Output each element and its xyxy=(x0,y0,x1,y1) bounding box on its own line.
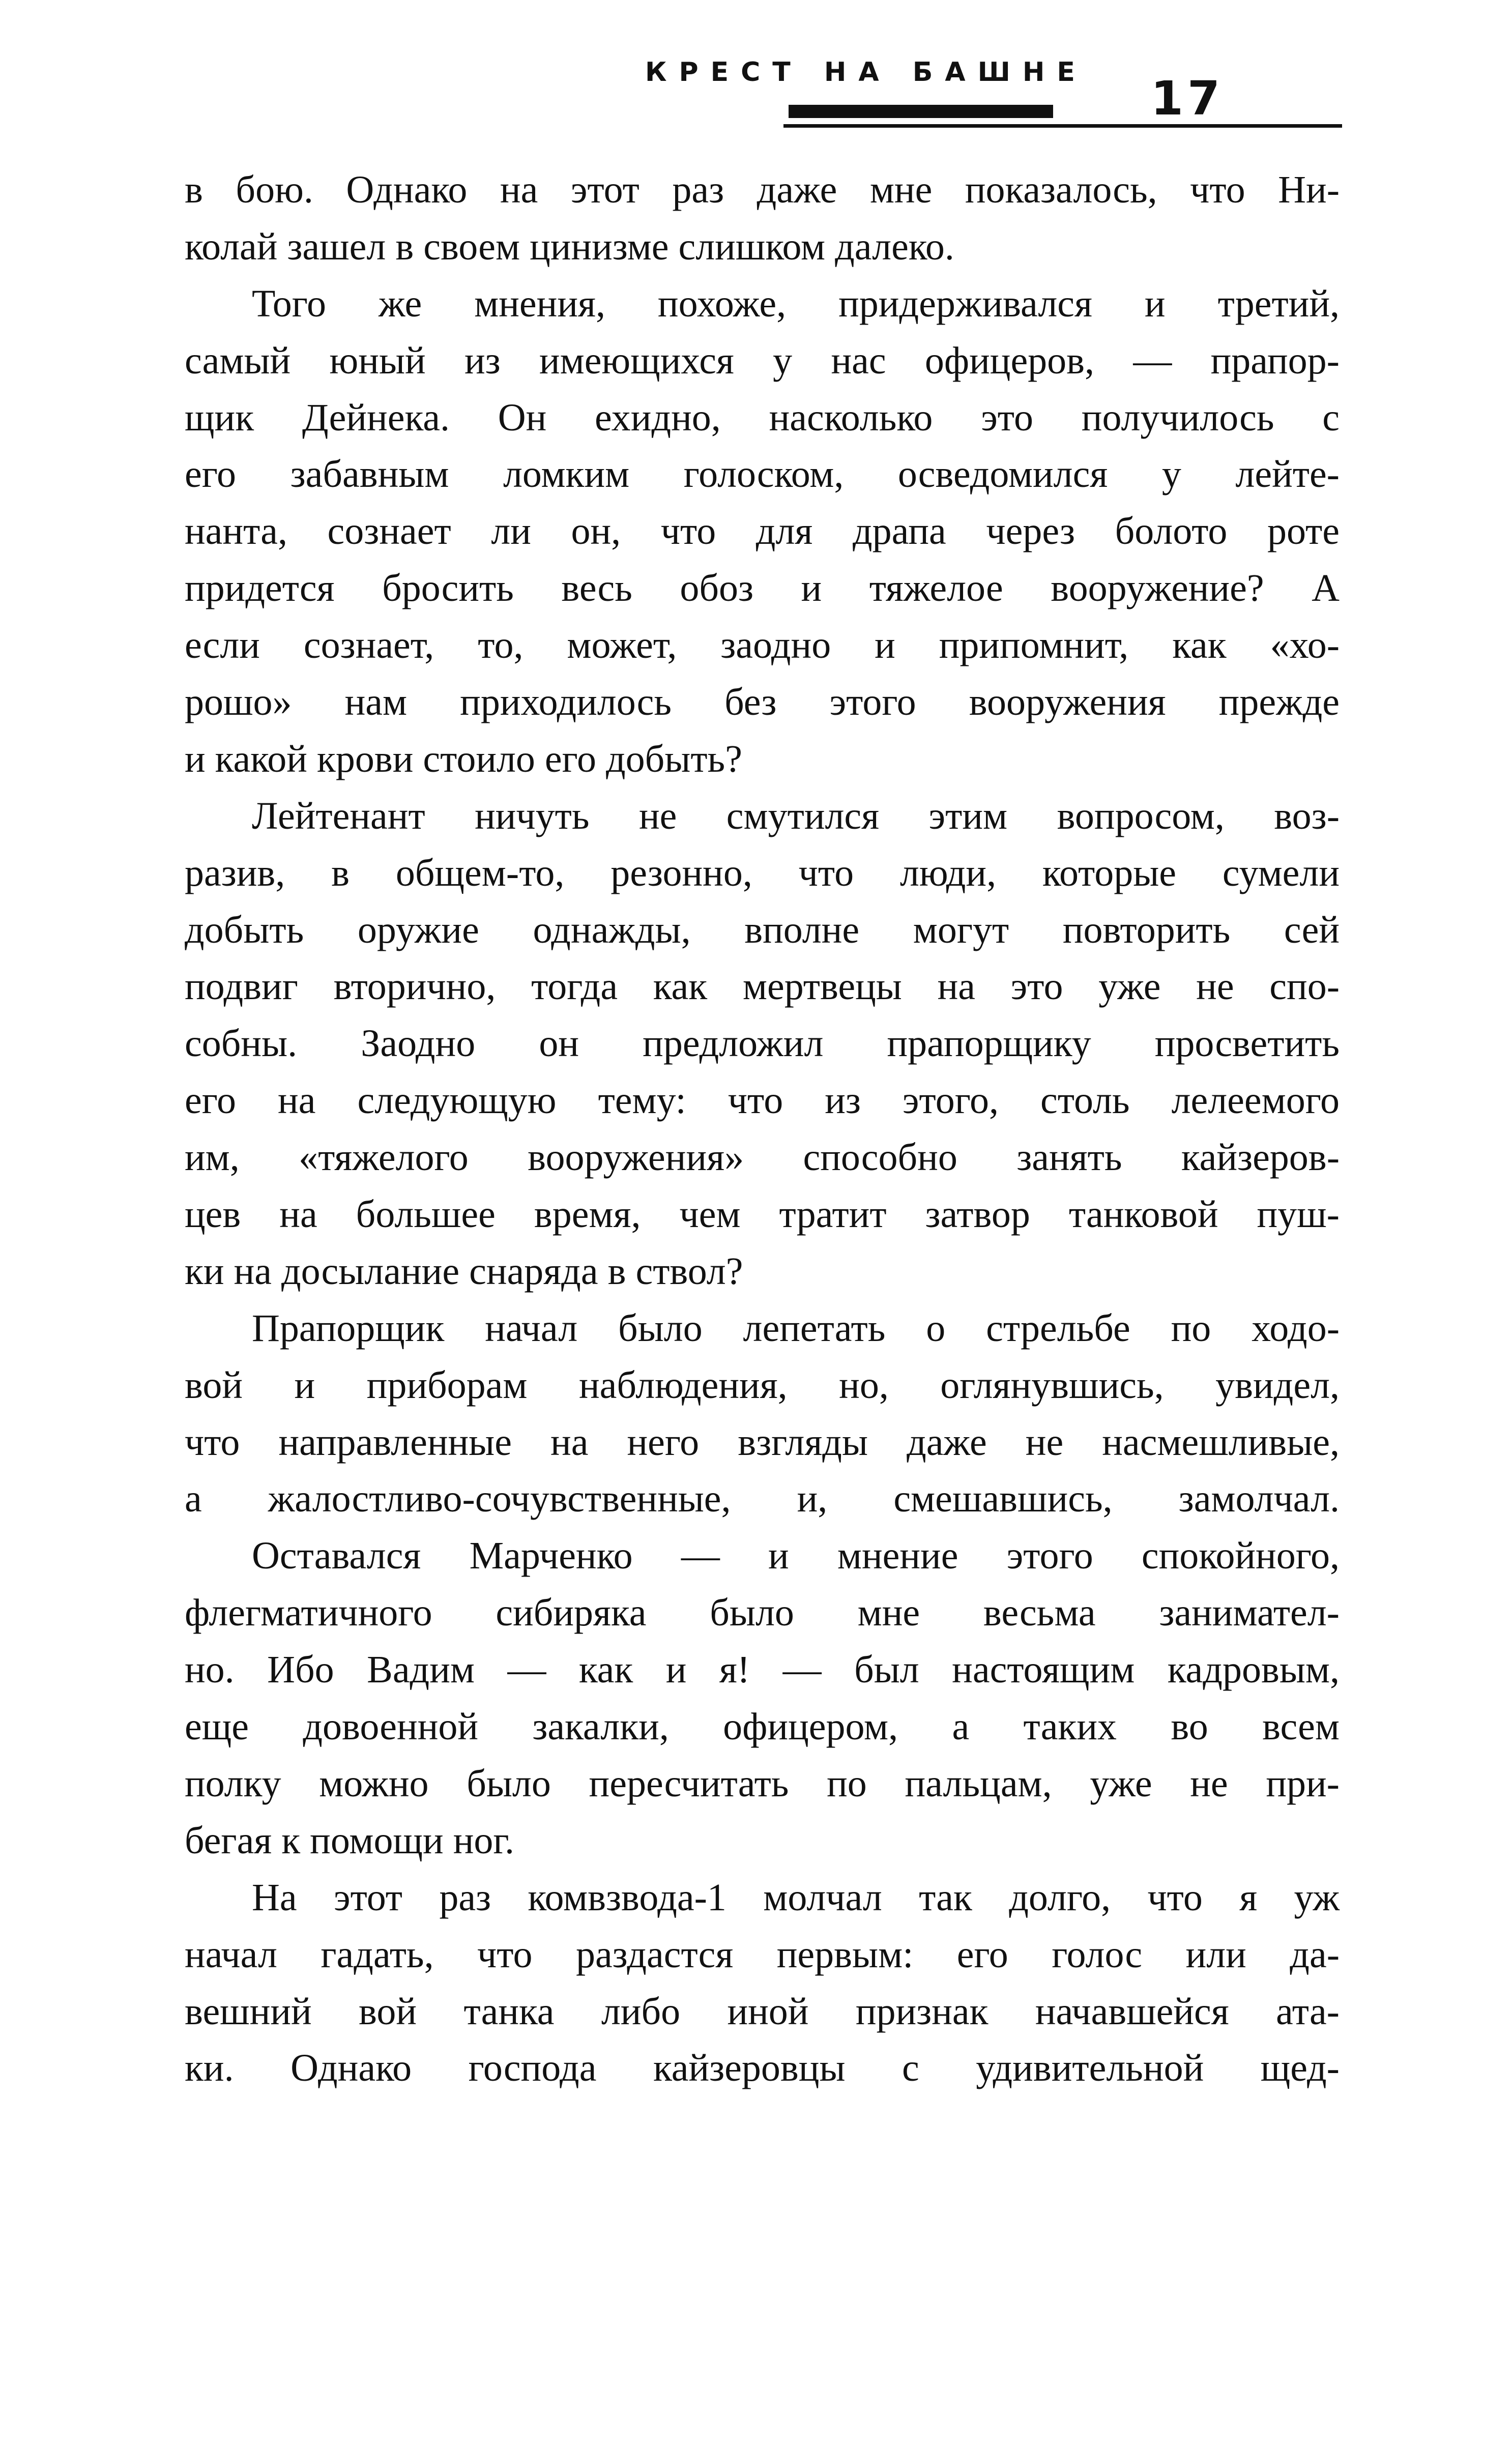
text-line: вой и приборам наблюдения, но, оглянувшись, увидел, xyxy=(185,1363,1340,1407)
page-number: 17 xyxy=(1151,71,1225,126)
text-line: цев на большее время, чем тратит затвор танковой пуш- xyxy=(185,1193,1340,1236)
text-line: а жалостливо-сочувственные, и, смешавшись, замолчал. xyxy=(185,1477,1340,1521)
text-line: Того же мнения, похоже, придерживался и третий, xyxy=(252,282,1340,325)
text-line: нанта, сознает ли он, что для драпа через болото роте xyxy=(185,510,1340,553)
text-line: что направленные на него взгляды даже не насмешливые, xyxy=(185,1420,1340,1464)
text-line: ки на досылание снаряда в ствол? xyxy=(185,1249,743,1293)
text-line: подвиг вторично, тогда как мертвецы на это уже не спо- xyxy=(185,965,1340,1008)
text-line: самый юный из имеющихся у нас офицеров, — прапор- xyxy=(185,339,1340,382)
text-line: Лейтенант ничуть не смутился этим вопросом, воз- xyxy=(252,794,1340,837)
text-line: полку можно было пересчитать по пальцам, уже не при- xyxy=(185,1762,1340,1805)
text-line: придется бросить весь обоз и тяжелое вооружение? А xyxy=(185,567,1340,610)
text-line: Оставался Марченко — и мнение этого спокойного, xyxy=(252,1534,1340,1578)
header-rule xyxy=(783,124,1342,128)
text-line: щик Дейнека. Он ехидно, насколько это получилось с xyxy=(185,396,1340,439)
text-line: Прапорщик начал было лепетать о стрельбе по ходо- xyxy=(252,1306,1340,1350)
text-line: собны. Заодно он предложил прапорщику просветить xyxy=(185,1022,1340,1065)
text-line: его на следующую тему: что из этого, столь лелеемого xyxy=(185,1079,1340,1122)
running-title: КРЕСТ НА БАШНЕ xyxy=(645,57,1087,88)
text-line: им, «тяжелого вооружения» способно занять кайзеров- xyxy=(185,1136,1340,1179)
text-line: но. Ибо Вадим — как и я! — был настоящим кадровым, xyxy=(185,1648,1340,1692)
text-line: начал гадать, что раздастся первым: его голос или да- xyxy=(185,1933,1340,1976)
text-line: еще довоенной закалки, офицером, а таких во всем xyxy=(185,1705,1340,1748)
text-line: вешний вой танка либо иной признак начавшейся ата- xyxy=(185,1990,1340,2033)
text-line: рошо» нам приходилось без этого вооружения прежде xyxy=(185,681,1340,724)
text-line: и какой крови стоило его добыть? xyxy=(185,737,742,780)
text-line: если сознает, то, может, заодно и припомнит, как «хо- xyxy=(185,624,1340,667)
header-bar xyxy=(789,105,1053,118)
body-text xyxy=(185,162,1340,2097)
text-line: ки. Однако господа кайзеровцы с удивительной щед- xyxy=(185,2047,1340,2090)
text-line: разив, в общем-то, резонно, что люди, которые сумели xyxy=(185,851,1340,894)
text-line: в бою. Однако на этот раз даже мне показалось, что Ни- xyxy=(185,168,1340,211)
text-line: добыть оружие однажды, вполне могут повторить сей xyxy=(185,908,1340,951)
text-line: его забавным ломким голоском, осведомился у лейте- xyxy=(185,453,1340,496)
text-line: На этот раз комвзвода-1 молчал так долго, что я уж xyxy=(252,1876,1340,1919)
text-line: бегая к помощи ног. xyxy=(185,1819,514,1862)
text-line: колай зашел в своем цинизме слишком далеко. xyxy=(185,225,954,268)
text-line: флегматичного сибиряка было мне весьма занимател- xyxy=(185,1591,1340,1635)
